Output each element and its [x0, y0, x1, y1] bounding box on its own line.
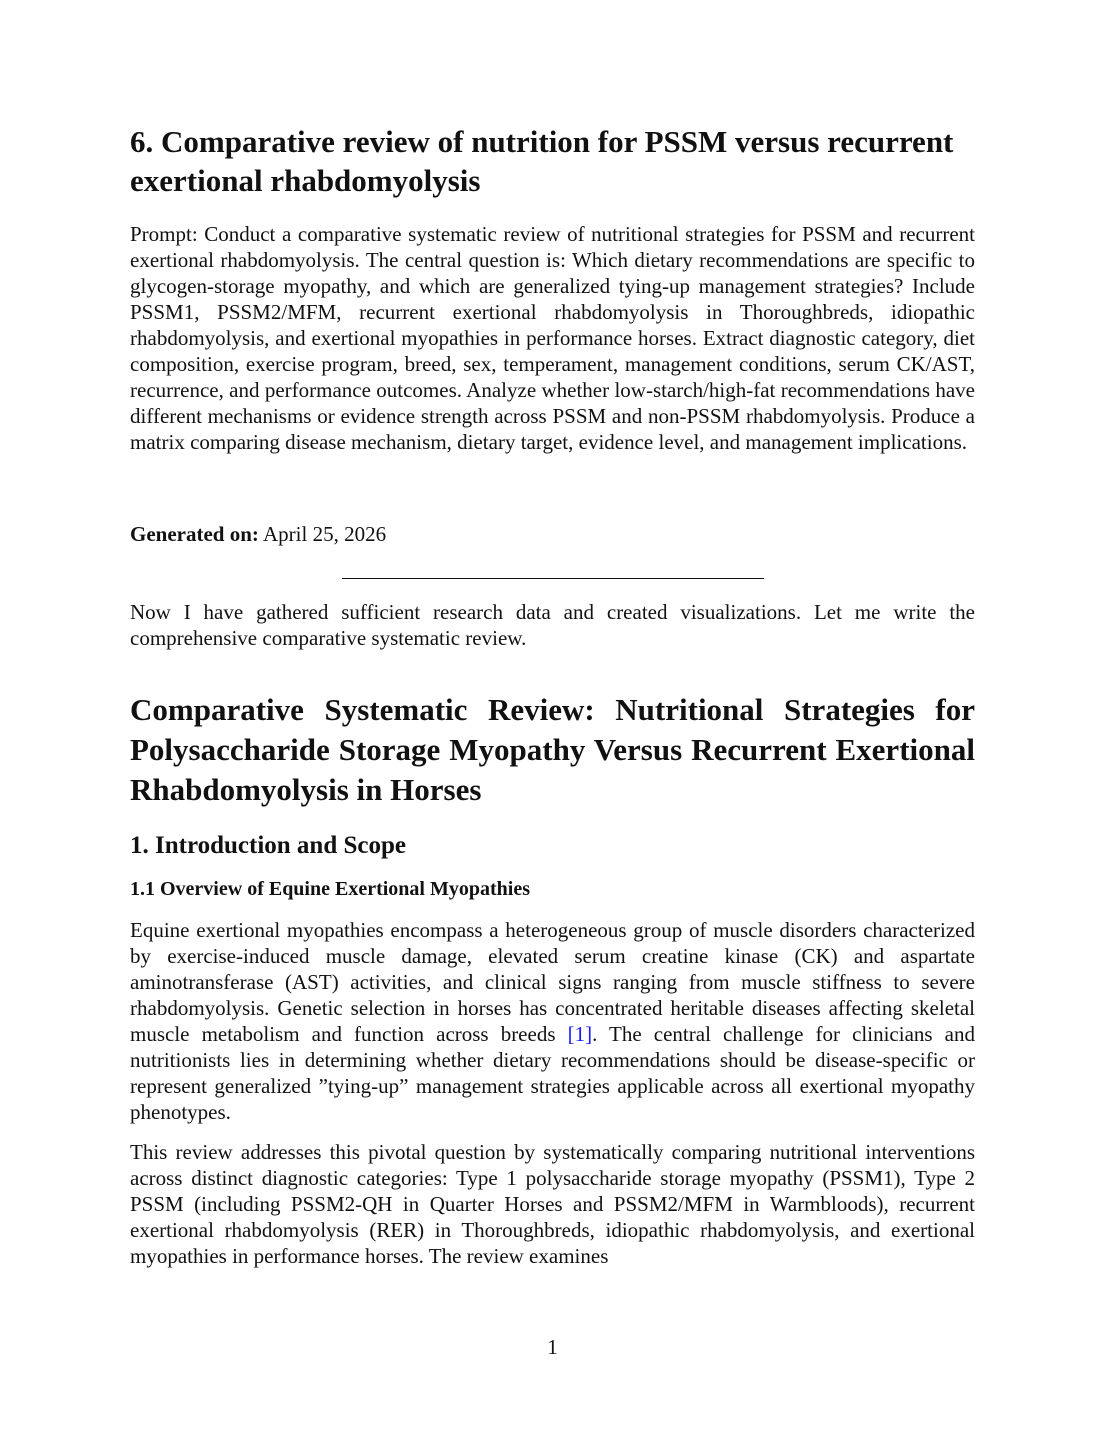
generated-on-date: April 25, 2026 — [263, 522, 387, 546]
intro-paragraph-1-text-a: Equine exertional myopathies encompass a heterogeneous group of muscle disorders characterized by exercise-induced muscle damage, elevated serum creatine kinase (CK) and aspartate aminotransferase (AST) activities, and clinical signs ranging from muscle stiffness to severe rhabdomyolysis. Genetic selection in horses has concentrated heritable diseases affecting skeletal muscle metabolism and function across breeds — [130, 918, 975, 1046]
intro-paragraph-2: This review addresses this pivotal question by systematically comparing nutritional interventions across distinct diagnostic categories: Type 1 polysaccharide storage myopathy (PSSM1), Type 2 PSSM (including PSSM2-QH in Quarter Horses and PSSM2/MFM in Warmbloods), recurrent exertional rhabdomyolysis (RER) in Thoroughbreds, idiopathic rhabdomyolysis, and exertional myopathies in performance horses. The review examines — [130, 1140, 975, 1268]
citation-link[interactable]: [1] — [567, 1022, 593, 1046]
review-title: Comparative Systematic Review: Nutritional Strategies for Polysaccharide Storage Myopathy Versus Recurrent Exertional Rhabdomyolysis in Horses — [130, 692, 975, 807]
page-number: 1 — [547, 1335, 558, 1359]
section-title: 6. Comparative review of nutrition for PSSM versus recurrent exertional rhabdomyolysis — [130, 124, 954, 198]
prompt-paragraph: Prompt: Conduct a comparative systematic review of nutritional strategies for PSSM and recurrent exertional rhabdomyolysis. The central question is: Which dietary recommendations are specific to glycogen-storage myopathy, and which are generalized tying-up management strategies? Include PSSM1, PSSM2/MFM, recurrent exertional rhabdomyolysis in Thoroughbreds, idiopathic rhabdomyolysis, and exertional myopathies in performance horses. Extract diagnostic category, diet composition, exercise program, breed, sex, temperament, management conditions, serum CK/AST, recurrence, and performance outcomes. Analyze whether low-starch/high-fat recommendations have different mechanisms or evidence strength across PSSM and non-PSSM rhabdomyolysis. Produce a matrix comparing disease mechanism, dietary target, evidence level, and management implications. — [130, 222, 975, 454]
generated-on-label: Generated on: — [130, 522, 259, 546]
generated-on-line — [130, 521, 975, 547]
intro-paragraph-1 — [130, 917, 975, 1125]
section-heading-introduction: 1. Introduction and Scope — [130, 832, 406, 859]
intro-paragraph-1-text-b: . The central challenge for clinicians and nutritionists lies in determining whether dietary recommendations should be disease-specific or represent generalized ”tying-up” management strategies applicable across all exertional myopathy phenotypes. — [130, 1022, 975, 1124]
subsection-heading-overview: 1.1 Overview of Equine Exertional Myopathies — [130, 878, 530, 900]
lead-paragraph: Now I have gathered sufficient research data and created visualizations. Let me write the comprehensive comparative systematic review. — [130, 600, 975, 650]
horizontal-divider — [342, 578, 764, 579]
